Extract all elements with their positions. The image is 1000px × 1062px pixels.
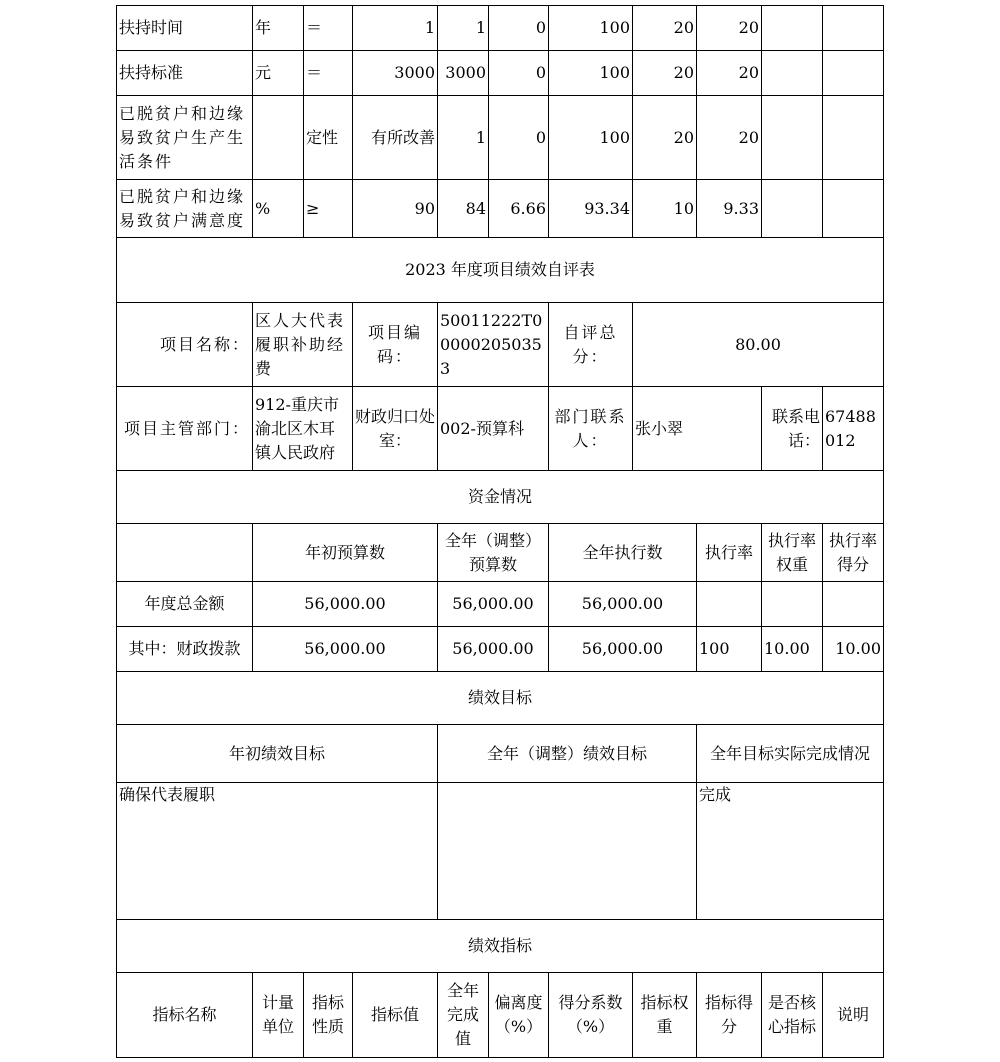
ind-header-actual: 全年完成值	[438, 973, 489, 1058]
indicator-target: 1	[353, 6, 438, 51]
indicator-coefficient: 100	[549, 6, 633, 51]
indicator-actual: 1	[438, 96, 489, 180]
indicator-coefficient: 93.34	[549, 180, 633, 238]
indicator-nature: ＝	[304, 51, 353, 96]
goals-content-row	[117, 783, 884, 920]
goals-header-row	[117, 725, 884, 783]
goals-header-initial: 年初绩效目标	[117, 725, 438, 783]
funds-row-weight: 10.00	[762, 627, 823, 672]
funds-header-rate: 执行率	[697, 524, 762, 582]
indicator-row	[117, 96, 884, 180]
funds-row	[117, 627, 884, 672]
finance-office-value: 002-预算科	[438, 387, 549, 471]
indicator-coefficient: 100	[549, 96, 633, 180]
funds-row-budget: 56,000.00	[253, 582, 438, 627]
funds-header-row	[117, 524, 884, 582]
performance-table	[116, 5, 884, 1058]
indicator-row	[117, 51, 884, 96]
department-value: 912-重庆市渝北区木耳镇人民政府	[253, 387, 353, 471]
ind-header-core: 是否核心指标	[762, 973, 823, 1058]
funds-header-blank	[117, 524, 253, 582]
indicator-nature: ＝	[304, 6, 353, 51]
indicator-core	[762, 51, 823, 96]
funds-header-score: 执行率得分	[823, 524, 884, 582]
ind-header-note: 说明	[823, 973, 884, 1058]
indicator-weight: 20	[633, 96, 697, 180]
indicator-note	[823, 180, 884, 238]
indicator-note	[823, 51, 884, 96]
goals-adjusted	[438, 783, 697, 920]
indicator-target: 3000	[353, 51, 438, 96]
indicator-deviation: 6.66	[489, 180, 549, 238]
goals-header-actual: 全年目标实际完成情况	[697, 725, 884, 783]
indicator-nature: ≥	[304, 180, 353, 238]
indicator-deviation: 0	[489, 51, 549, 96]
project-name-value: 区人大代表履职补助经费	[253, 303, 353, 387]
indicator-row	[117, 180, 884, 238]
indicator-score: 9.33	[697, 180, 762, 238]
funds-row-label: 其中：财政拨款	[117, 627, 253, 672]
funds-row-adjusted: 56,000.00	[438, 582, 549, 627]
goals-initial: 确保代表履职	[117, 783, 438, 920]
funds-row-budget: 56,000.00	[253, 627, 438, 672]
indicator-deviation: 0	[489, 6, 549, 51]
phone-label: 联系电话：	[762, 387, 823, 471]
funds-row-executed: 56,000.00	[549, 627, 697, 672]
indicator-name: 已脱贫户和边缘易致贫户生产生活条件	[117, 96, 253, 180]
indicator-note	[823, 96, 884, 180]
contact-label: 部门联系人：	[549, 387, 633, 471]
funds-title-row	[117, 471, 884, 524]
funds-row-adjusted: 56,000.00	[438, 627, 549, 672]
finance-office-label: 财政归口处室：	[353, 387, 438, 471]
indicator-coefficient: 100	[549, 51, 633, 96]
project-code-value: 50011222T000002050353	[438, 303, 549, 387]
indicators-header-row	[117, 973, 884, 1058]
ind-header-deviation: 偏离度（%）	[489, 973, 549, 1058]
indicator-name: 扶持标准	[117, 51, 253, 96]
project-code-label: 项目编码：	[353, 303, 438, 387]
ind-header-name: 指标名称	[117, 973, 253, 1058]
ind-header-weight: 指标权重	[633, 973, 697, 1058]
project-row	[117, 303, 884, 387]
funds-header-executed: 全年执行数	[549, 524, 697, 582]
indicator-weight: 20	[633, 6, 697, 51]
funds-row	[117, 582, 884, 627]
indicator-weight: 10	[633, 180, 697, 238]
funds-row-executed: 56,000.00	[549, 582, 697, 627]
ind-header-nature: 指标性质	[304, 973, 353, 1058]
ind-header-target: 指标值	[353, 973, 438, 1058]
funds-title: 资金情况	[117, 471, 884, 524]
indicator-weight: 20	[633, 51, 697, 96]
phone-value: 67488012	[823, 387, 884, 471]
indicators-title: 绩效指标	[117, 920, 884, 973]
ind-header-coefficient: 得分系数（%）	[549, 973, 633, 1058]
indicator-name: 扶持时间	[117, 6, 253, 51]
indicator-unit: 年	[253, 6, 304, 51]
self-score-label: 自评总分：	[549, 303, 633, 387]
funds-header-weight: 执行率权重	[762, 524, 823, 582]
goals-title: 绩效目标	[117, 672, 884, 725]
indicator-note	[823, 6, 884, 51]
contact-value: 张小翠	[633, 387, 762, 471]
indicator-core	[762, 6, 823, 51]
self-score-value: 80.00	[633, 303, 884, 387]
funds-row-rate	[697, 582, 762, 627]
department-label: 项目主管部门：	[117, 387, 253, 471]
indicator-deviation: 0	[489, 96, 549, 180]
ind-header-unit: 计量单位	[253, 973, 304, 1058]
indicator-actual: 1	[438, 6, 489, 51]
indicator-target: 90	[353, 180, 438, 238]
indicator-nature: 定性	[304, 96, 353, 180]
department-row	[117, 387, 884, 471]
indicator-row	[117, 6, 884, 51]
form-title: 2023 年度项目绩效自评表	[117, 238, 884, 303]
indicator-score: 20	[697, 96, 762, 180]
indicators-title-row	[117, 920, 884, 973]
funds-row-weight	[762, 582, 823, 627]
funds-header-budget: 年初预算数	[253, 524, 438, 582]
ind-header-score: 指标得分	[697, 973, 762, 1058]
funds-row-score: 10.00	[823, 627, 884, 672]
indicator-unit: %	[253, 180, 304, 238]
indicator-name: 已脱贫户和边缘易致贫户满意度	[117, 180, 253, 238]
funds-row-label: 年度总金额	[117, 582, 253, 627]
goals-title-row	[117, 672, 884, 725]
indicator-unit: 元	[253, 51, 304, 96]
indicator-score: 20	[697, 6, 762, 51]
indicator-target: 有所改善	[353, 96, 438, 180]
indicator-actual: 3000	[438, 51, 489, 96]
indicator-core	[762, 96, 823, 180]
indicator-actual: 84	[438, 180, 489, 238]
indicator-score: 20	[697, 51, 762, 96]
indicator-unit	[253, 96, 304, 180]
funds-header-adjusted: 全年（调整）预算数	[438, 524, 549, 582]
goals-actual: 完成	[697, 783, 884, 920]
project-name-label: 项目名称：	[117, 303, 253, 387]
indicator-core	[762, 180, 823, 238]
goals-header-adjusted: 全年（调整）绩效目标	[438, 725, 697, 783]
form-title-row	[117, 238, 884, 303]
funds-row-rate: 100	[697, 627, 762, 672]
funds-row-score	[823, 582, 884, 627]
